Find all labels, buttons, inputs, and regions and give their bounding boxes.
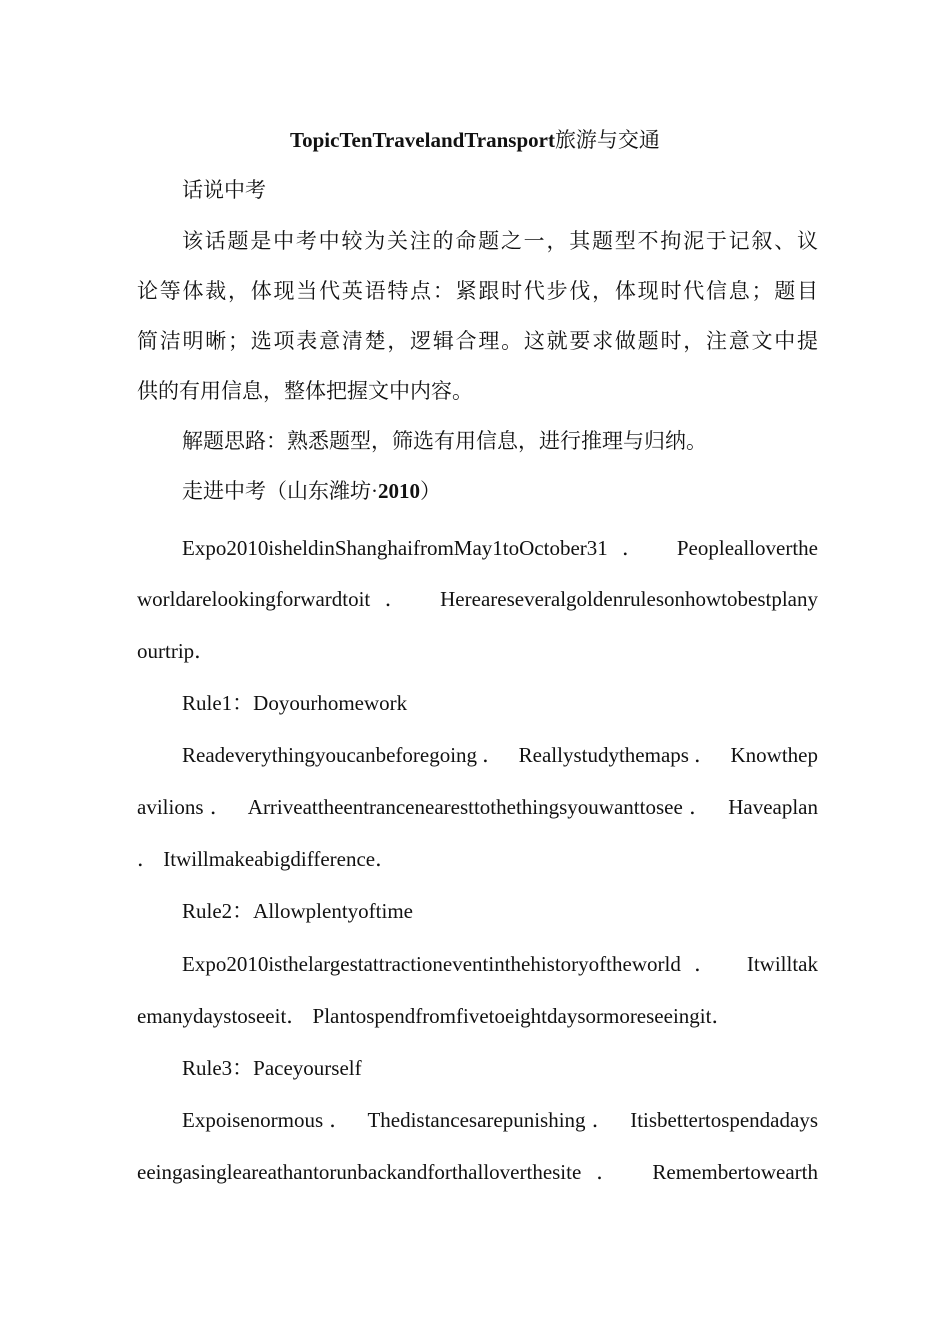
rule1-line: avilions． Arriveattheentrancenearesttothethingsyouwanttosee． Haveaplan (137, 795, 818, 819)
rule3-heading: Rule3：Paceyourself (182, 1056, 362, 1080)
rule2-line: Expo2010isthelargestattractioneventinthehistoryoftheworld． Itwilltak (182, 952, 818, 976)
exam-heading (182, 477, 441, 505)
intro-line: 简洁明晰；选项表意清楚，逻辑合理。这就要求做题时，注意文中提 (137, 329, 818, 353)
title-chinese: 旅游与交通 (554, 128, 660, 152)
exam-heading-prefix: 走进中考（山东潍坊· (182, 479, 378, 503)
rule3-line: Expoisenormous． Thedistancesarepunishing． Itisbettertospendadays (182, 1108, 818, 1132)
passage-line: ourtrip． (137, 639, 216, 663)
intro-line: 论等体裁，体现当代英语特点：紧跟时代步伐，体现时代信息；题目 (137, 279, 818, 303)
title-english: TopicTenTravelandTransport (290, 128, 555, 152)
intro-line: 供的有用信息，整体把握文中内容。 (137, 379, 473, 403)
passage-line: worldarelookingforwardtoit． Hereareseveralgoldenrulesonhowtobestplany (137, 587, 818, 611)
rule3-line: eeingasingleareathantorunbackandforthalloverthesite． Remembertowearth (137, 1160, 818, 1184)
rule1-line: Readeverythingyoucanbeforegoing． Reallystudythemaps． Knowthep (182, 743, 818, 767)
rule2-heading: Rule2：Allowplentyoftime (182, 899, 413, 923)
section-heading: 话说中考 (182, 178, 266, 202)
rule1-line: ． Itwillmakeabigdifference． (137, 847, 397, 871)
rule1-heading: Rule1：Doyourhomework (182, 691, 408, 715)
exam-heading-year: 2010 (378, 479, 420, 503)
exam-heading-suffix: ） (420, 479, 441, 503)
passage-line: Expo2010isheldinShanghaifromMay1toOctober31． Peoplealloverthe (182, 536, 818, 560)
intro-line: 该话题是中考中较为关注的命题之一，其题型不拘泥于记叙、议 (182, 229, 818, 253)
rule2-line: emanydaystoseeit． Plantospendfromfivetoeightdaysormoreseeingit． (137, 1004, 733, 1028)
document-title (0, 126, 950, 154)
method-line: 解题思路：熟悉题型，筛选有用信息，进行推理与归纳。 (182, 429, 707, 453)
